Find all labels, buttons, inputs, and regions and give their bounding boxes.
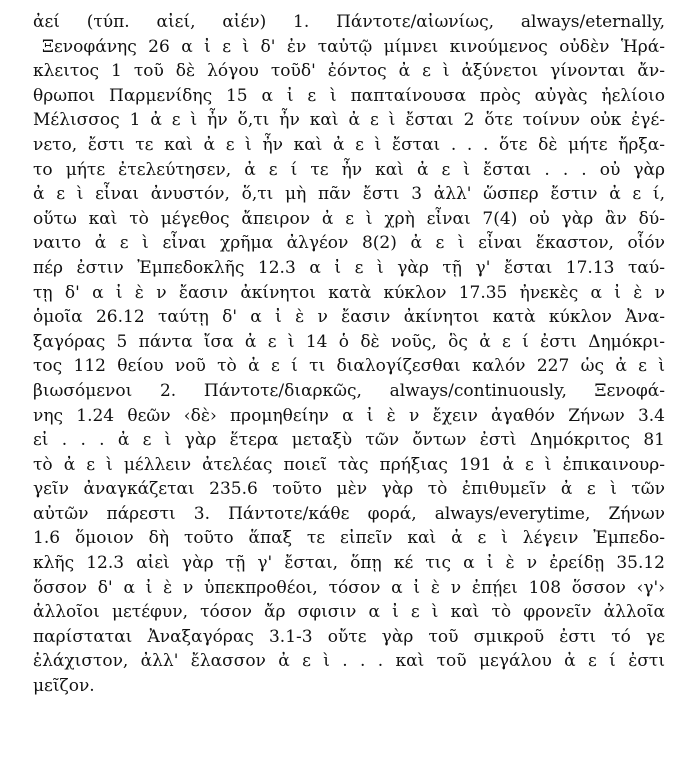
entry-line: εἰ . . . ἀ ε ὶ γὰρ ἕτερα μεταξὺ τῶν ὄντων ἐστὶ Δημόκριτος 81 bbox=[33, 430, 665, 451]
entry-line: αὐτῶν πάρεστι 3. Πάντοτε/κάθε φορά, always/everytime, Ζήνων bbox=[33, 503, 665, 524]
entry-line: οὕτω καὶ τὸ μέγεθος ἄπειρον ἀ ε ὶ χρὴ εἶναι 7(4) οὐ γὰρ ἂν δύ- bbox=[33, 208, 665, 229]
entry-line: κλειτος 1 τοῦ δὲ λόγου τοῦδ' ἐόντος ἀ ε ὶ ἀξύνετοι γίνονται ἄν- bbox=[33, 61, 665, 82]
entry-line: παρίσταται Ἀναξαγόρας 3.1-3 οὔτε γὰρ τοῦ σμικροῦ ἐστι τό γε bbox=[33, 626, 665, 647]
entry-line: ναιτο ἀ ε ὶ εἶναι χρῆμα ἀλγέον 8(2) ἀ ε ὶ εἶναι ἕκαστον, οἷόν bbox=[33, 233, 665, 254]
entry-line: ξαγόρας 5 πάντα ἴσα ἀ ε ὶ 14 ὁ δὲ νοῦς, ὃς ἀ ε ί ἐστι Δημόκρι- bbox=[33, 331, 665, 352]
entry-line: ἀεί (τύπ. αἰεί, αἰέν) 1. Πάντοτε/αἰωνίως, always/eternally, bbox=[33, 12, 665, 32]
entry-line: τὸ ἀ ε ὶ μέλλειν ἀτελέας ποιεῖ τὰς πρήξιας 191 ἀ ε ὶ ἐπικαινουρ- bbox=[33, 454, 665, 475]
entry-line: ἐλάχιστον, ἀλλ' ἔλασσον ἀ ε ὶ . . . καὶ τοῦ μεγάλου ἀ ε ί ἐστι bbox=[33, 651, 665, 672]
entry-line: νετο, ἔστι τε καὶ ἀ ε ὶ ἦν καὶ ἀ ε ὶ ἔσται . . . ὅτε δὲ μήτε ἤρξα- bbox=[33, 134, 665, 155]
entry-line: βιωσόμενοι 2. Πάντοτε/διαρκῶς, always/continuously, Ξενοφά- bbox=[33, 380, 665, 401]
entry-line: μεῖζον. bbox=[33, 676, 95, 697]
entry-line: ὅσσον δ' α ἰ ὲ ν ὑπεκπροθέοι, τόσον α ἰ ὲ ν ἐπῄει 108 ὅσσον ‹γ'› bbox=[33, 577, 665, 598]
entry-line: γεῖν ἀναγκάζεται 235.6 τοῦτο μὲν γὰρ τὸ ἐπιθυμεῖν ἀ ε ὶ τῶν bbox=[33, 479, 665, 500]
entry-line: Μέλισσος 1 ἀ ε ὶ ἦν ὅ,τι ἦν καὶ ἀ ε ὶ ἔσται 2 ὅτε τοίνυν οὐκ ἐγέ- bbox=[33, 110, 665, 131]
entry-line: 1.6 ὅμοιον δὴ τοῦτο ἅπαξ τε εἰπεῖν καὶ ἀ ε ὶ λέγειν Ἐμπεδο- bbox=[33, 528, 665, 549]
entry-line: πέρ ἐστιν Ἐμπεδοκλῆς 12.3 α ἰ ε ὶ γὰρ τῇ γ' ἔσται 17.13 ταύ- bbox=[33, 257, 665, 278]
entry-line: θρωποι Παρμενίδης 15 α ἰ ε ὶ παπταίνουσα πρὸς αὐγὰς ἠελίοιο bbox=[33, 85, 665, 106]
entry-line: το μήτε ἐτελεύτησεν, ἀ ε ί τε ἦν καὶ ἀ ε ὶ ἔσται . . . οὐ γὰρ bbox=[33, 159, 665, 180]
dictionary-entry bbox=[33, 10, 665, 699]
entry-line: ἀ ε ὶ εἶναι ἀνυστόν, ὅ,τι μὴ πᾶν ἔστι 3 ἀλλ' ὥσπερ ἔστιν ἀ ε ί, bbox=[33, 184, 665, 205]
entry-line: ὁμοῖα 26.12 ταύτῃ δ' α ἰ ὲ ν ἔασιν ἀκίνητοι κατὰ κύκλον Ἀνα- bbox=[33, 307, 665, 328]
entry-line: τῃ δ' α ἰ ὲ ν ἔασιν ἀκίνητοι κατὰ κύκλον 17.35 ἠνεκὲς α ἰ ὲ ν bbox=[33, 282, 665, 303]
entry-line: κλῆς 12.3 αἰεὶ γὰρ τῇ γ' ἔσται, ὅπῃ κέ τις α ἰ ὲ ν ἐρείδῃ 35.12 bbox=[33, 553, 665, 574]
entry-line: τος 112 θείου νοῦ τὸ ἀ ε ί τι διαλογίζεσθαι καλόν 227 ὡς ἀ ε ὶ bbox=[33, 356, 665, 377]
entry-line: ἀλλοῖοι μετέφυν, τόσον ἄρ σφισιν α ἰ ε ὶ καὶ τὸ φρονεῖν ἀλλοῖα bbox=[33, 602, 665, 623]
entry-line: νης 1.24 θεῶν ‹δὲ› προμηθείην α ἰ ὲ ν ἔχειν ἀγαθόν Ζήνων 3.4 bbox=[33, 405, 665, 426]
entry-line: Ξενοφάνης 26 α ἰ ε ὶ δ' ἐν ταὐτῷ μίμνει κινούμενος οὐδὲν Ἡρά- bbox=[42, 36, 665, 57]
